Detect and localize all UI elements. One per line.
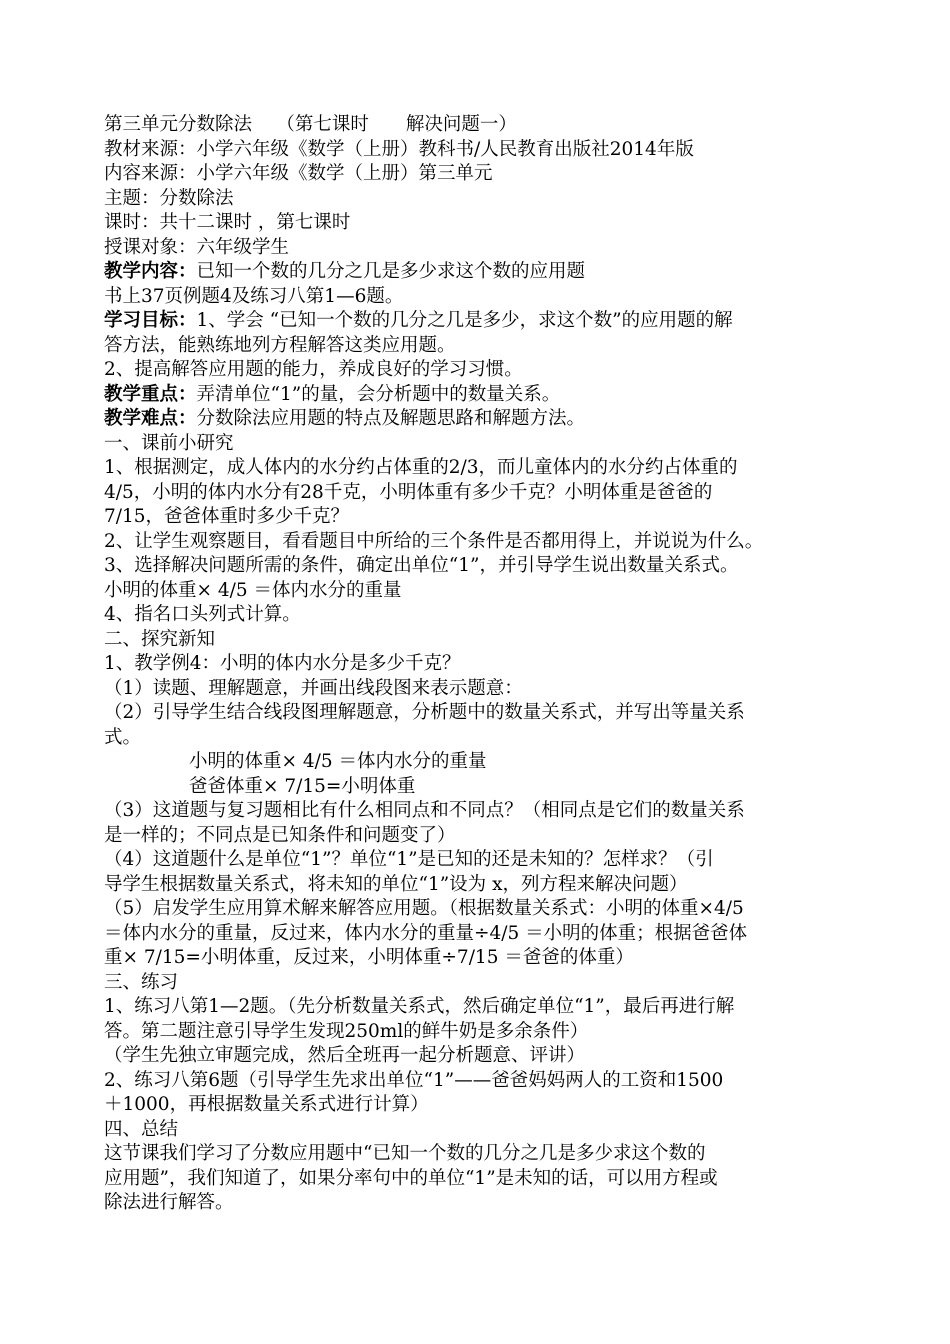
section-label: 教学重点： [104,383,197,405]
text-line: 二、探究新知 [104,628,216,650]
line-text: 爸爸体重× 7/15=小明体重 [189,775,416,797]
text-line: 1、根据测定，成人体内的水分约占体重的2/3，而儿童体内的水分约占体重的 [104,457,738,478]
text-line: 四、总结 [104,1118,179,1140]
section-label: 学习目标： [104,310,197,331]
text-line: 答。第二题注意引导学生发现250ml的鲜牛奶是多余条件） [104,1020,589,1042]
text-line: 这节课我们学习了分数应用题中“已知一个数的几分之几是多少求这个数的 [104,1143,706,1164]
text-line: ＋1000，再根据数量关系式进行计算） [104,1094,429,1115]
text-line [104,260,864,285]
section-label: 教学难点： [104,408,197,429]
text-line: 式。 [104,726,142,748]
text-line: 2、让学生观察题目，看看题目中所给的三个条件是否都用得上，并说说为什么。 [104,530,764,552]
text-line [104,407,864,432]
text-line: 一、课前小研究 [104,432,234,454]
line-text: 小明的体重× 4/5 ＝体内水分的重量 [189,751,487,772]
document-body [104,113,864,1216]
text-line: ＝体内水分的重量，反过来，体内水分的重量÷4/5 ＝小明的体重；根据爸爸体 [104,922,748,944]
text-line [104,309,864,334]
text-line: 4、指名口头列式计算。 [104,604,301,625]
text-line: 答方法，能熟练地列方程解答这类应用题。 [104,334,456,356]
text-line: （学生先独立审题完成，然后全班再一起分析题意、评讲） [104,1045,586,1066]
text-line: 应用题”，我们知道了，如果分率句中的单位“1”是未知的话，可以用方程或 [104,1167,718,1189]
line-text: 分数除法应用题的特点及解题思路和解题方法。 [196,408,586,429]
text-line: 内容来源：小学六年级《数学（上册）第三单元 [104,163,493,184]
line-text: 已知一个数的几分之几是多少求这个数的应用题 [196,261,586,282]
text-line: 4/5，小明的体内水分有28千克，小明体重有多少千克？小明体重是爸爸的 [104,481,713,503]
text-line: 第三单元分数除法 （第七课时 解决问题一） [104,114,517,135]
text-line [104,750,864,775]
text-line [104,383,864,408]
line-text: 弄清单位“1”的量，会分析题中的数量关系。 [196,383,561,405]
text-line: （3）这道题与复习题相比有什么相同点和不同点？（相同点是它们的数量关系 [104,800,745,821]
text-line: （5）启发学生应用算术解来解答应用题。（根据数量关系式：小明的体重×4/5 [104,898,744,919]
text-line: 2、练习八第6题（引导学生先求出单位“1”——爸爸妈妈两人的工资和1500 [104,1069,724,1091]
text-line: 重× 7/15=小明体重，反过来，小明体重÷7/15 ＝爸爸的体重） [104,947,634,968]
text-line: 课时：共十二课时 ，第七课时 [104,212,351,233]
text-line: 1、教学例4：小明的体内水分是多少千克？ [104,653,461,674]
text-line: （4）这道题什么是单位“1”？单位“1”是已知的还是未知的？怎样求？（引 [104,849,714,870]
text-line: 除法进行解答。 [104,1192,234,1213]
text-line: 2、提高解答应用题的能力，养成良好的学习习惯。 [104,359,523,380]
text-line: （1）读题、理解题意，并画出线段图来表示题意： [104,677,523,699]
text-line: 主题：分数除法 [104,187,234,209]
text-line: 小明的体重× 4/5 ＝体内水分的重量 [104,579,402,601]
text-line: 授课对象：六年级学生 [104,236,290,258]
text-line: 3、选择解决问题所需的条件，确定出单位“1”，并引导学生说出数量关系式。 [104,555,739,576]
section-label: 教学内容： [104,261,197,282]
text-line: 7/15，爸爸体重时多少千克？ [104,506,350,527]
text-line: 书上37页例题4及练习八第1—6题。 [104,285,404,307]
line-text: 1、学会 “已知一个数的几分之几是多少，求这个数”的应用题的解 [196,310,733,331]
text-line: 教材来源：小学六年级《数学（上册）教科书/人民教育出版社2014年版 [104,138,694,160]
text-line: （2）引导学生结合线段图理解题意，分析题中的数量关系式，并写出等量关系 [104,702,745,723]
text-line: 1、练习八第1—2题。（先分析数量关系式，然后确定单位“1”，最后再进行解 [104,996,735,1017]
text-line: 导学生根据数量关系式，将未知的单位“1”设为 x，列方程来解决问题） [104,873,688,895]
text-line: 是一样的；不同点是已知条件和问题变了） [104,824,456,846]
text-line: 三、练习 [104,971,179,993]
text-line [104,775,864,800]
